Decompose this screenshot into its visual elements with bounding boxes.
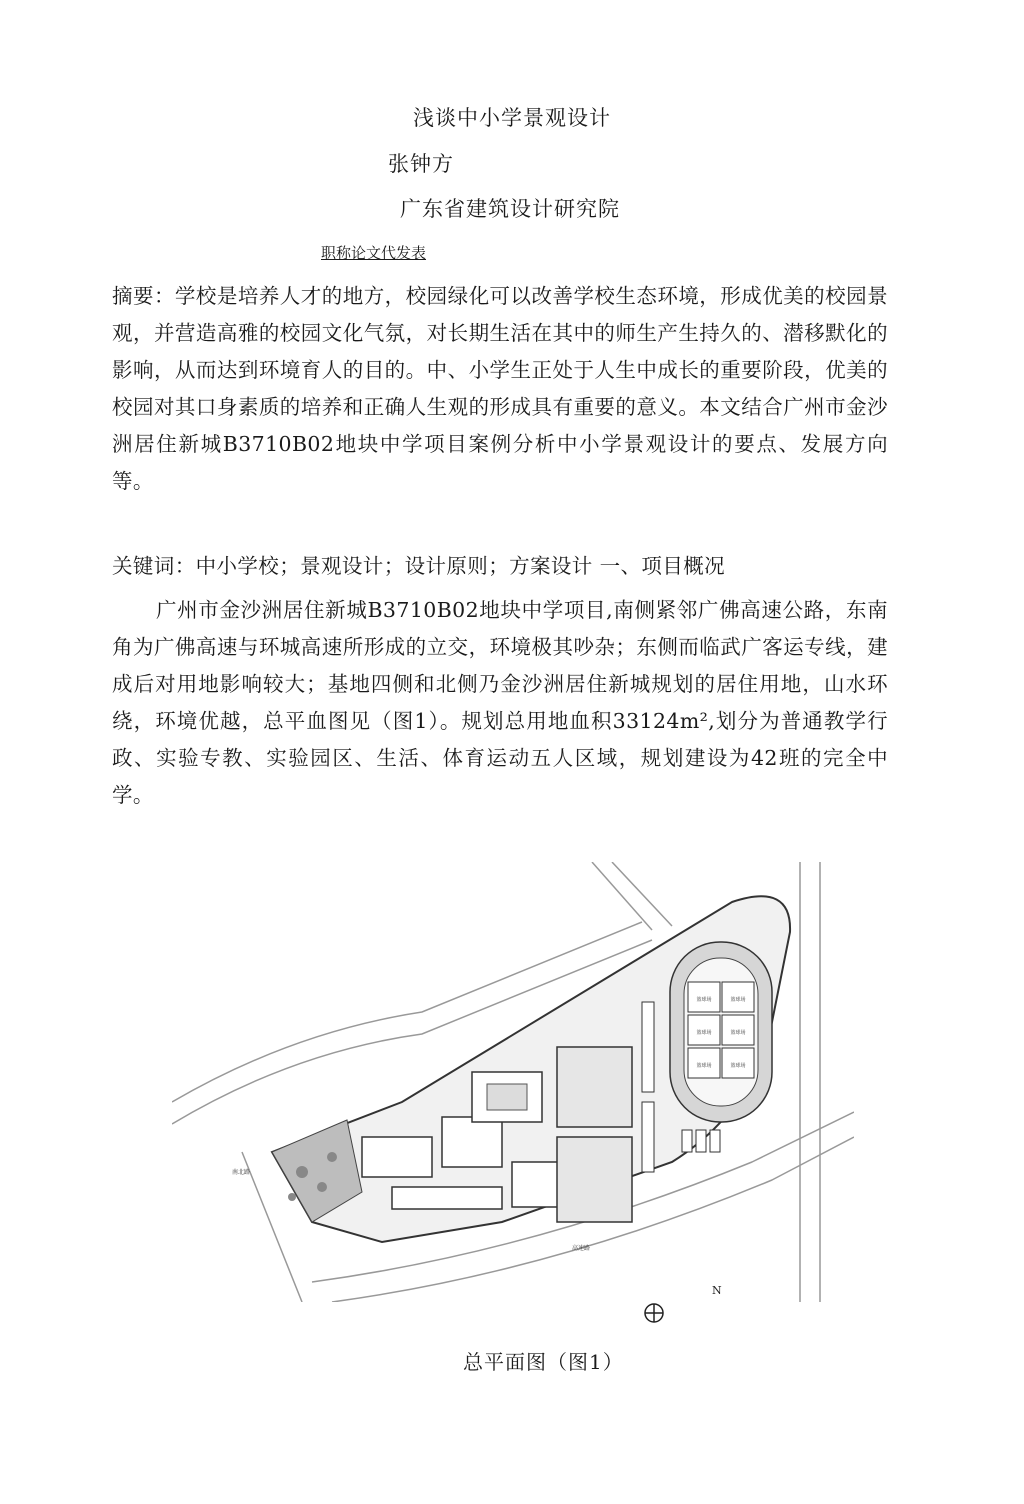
green-tree-4 <box>288 1193 296 1201</box>
road-label: 高速路 <box>572 1245 591 1252</box>
dorm-strip-2 <box>642 1102 654 1172</box>
courtyard <box>487 1084 527 1110</box>
overview-paragraph: 广州市金沙洲居住新城B3710B02地块中学项目,南侧紧邻广佛高速公路，东南角为广佛高速与环城高速所形成的立交，环境极其吵杂；东侧而临武广客运专线，建成后对用地影响较大；基地四侧和北侧乃金沙洲居住新城规划的居住用地，山水环绕，环境优越，总平血图见（图1）。规划总用地血积33124m²,划分为普通教学行政、实验专教、实验园区、生活、体育运动五人区域，规划建设为42班的完全中学。 <box>112 598 888 807</box>
lab-building <box>392 1187 502 1209</box>
shed-1 <box>682 1130 692 1152</box>
court-label: 篮球场 <box>696 1063 712 1069</box>
green-tree-2 <box>317 1182 327 1192</box>
court-label: 篮球场 <box>696 1030 712 1036</box>
north-arrow-icon <box>643 1302 665 1324</box>
dorm-strip-1 <box>642 1002 654 1092</box>
author-name: 张钟方 <box>388 152 454 176</box>
gymnasium <box>557 1047 632 1127</box>
north-label: N <box>712 1284 722 1297</box>
court-label: 篮球场 <box>730 997 746 1003</box>
article-title: 浅谈中小学景观设计 <box>413 106 611 130</box>
green-tree-1 <box>296 1166 308 1178</box>
sports-hall <box>557 1137 632 1222</box>
site-plan-figure <box>172 862 854 1302</box>
teaching-building-2 <box>442 1117 502 1167</box>
teaching-building-1 <box>362 1137 432 1177</box>
court-label: 篮球场 <box>696 997 712 1003</box>
green-tree-3 <box>327 1152 337 1162</box>
publish-link[interactable]: 职称论文代发表 <box>321 244 427 262</box>
shed-2 <box>696 1130 706 1152</box>
figure-caption: 总平面图（图1） <box>463 1350 624 1374</box>
author-organization: 广东省建筑设计研究院 <box>400 197 620 221</box>
court-label: 篮球场 <box>730 1030 746 1036</box>
court-label: 篮球场 <box>730 1063 746 1069</box>
keywords-paragraph: 关键词：中小学校；景观设计；设计原则；方案设计 一、项目概况 <box>112 554 726 578</box>
shed-3 <box>710 1130 720 1152</box>
road-label: 南北路 <box>232 1169 251 1176</box>
abstract-paragraph: 摘要：学校是培养人才的地方，校园绿化可以改善学校生态环境，形成优美的校园景观，并营造高雅的校园文化气氛，对长期生活在其中的师生产生持久的、潜移默化的影响，从而达到环境育人的目的。中、小学生正处于人生中成长的重要阶段，优美的校园对其口身素质的培养和正确人生观的形成具有重要的意义。本文结合广州市金沙洲居住新城B3710B02地块中学项目案例分析中小学景观设计的要点、发展方向等。 <box>112 284 888 493</box>
